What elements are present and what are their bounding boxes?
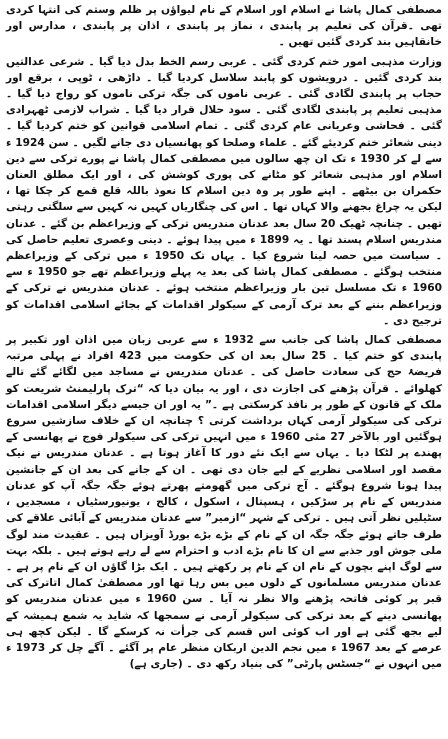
article-paragraph-3: مصطفی کمال پاشا کی جانب سے 1932 ء سے عربی زبان میں اذان اور تکبیر پر پابندی کو ختم کیا ۔ 25 سال بعد ان کی حکومت میں 423 افراد نے پہلی مرتبہ فریضۂ حج کی سعادت حاصل کی ۔ عدنان مندریس نے مساجد میں لگائے گئے تالے کھلوائے ۔ قرآن پڑھنے کی اجازت دی ، اور یہ بیان دیا کہ “ترک پارلیمنٹ شریعت کو ملک کے قانون کے طور پر نافذ کرسکتی ہے ۔” یہ اور ان جیسے دیگر اسلامی اقدامات ترکی کی سیکولر آرمی کہاں برداشت کرتی ؟ چنانچہ ان کے خلاف سازشیں سروع ہوگئیں اور بالآخر 27 مئی 1960 ء میں انہیں ترکی کی سیکولر فوج نے پھانسی کے پھندے پر لٹکا دیا ۔ یہاں سے ایک نئے دور کا آغاز ہوتا ہے ۔ عدنان مندریس نے نیک مقصد اور اسلامی نظریے کے لیے جان دی تھی ۔ ان کے جانے کی بعد ان کے جانشین پیدا ہونا شروع ہوگئے ۔ آج ترکی میں گھومتے پھرتے ہوئے جگہ جگہ آپ کو عدنان مندریس کے نام پر سڑکیں ، ہسپتال ، اسکول ، کالج ، یونیورسٹیاں ، مسجدیں ، سٹیلیں نظر آتی ہیں ۔ ترکی کے شہر “ازمیر” سے عدنان مندریس کے آبائی علاقے کی طرف جاتے ہوئے جگہ جگہ ان کے نام کے بڑے بڑے بورڈ آویزاں ہیں ۔ عقیدت مند لوگ ملی جوش اور جذبے سے ان کا نام بڑے ادب و احترام سے لے رہے ہوتے ہیں ۔ بلکہ بہت سے لوگ اپنے بچوں کے نام ان کے نام پر رکھتے ہیں ۔ ایک بڑا گاؤں ان کے نام پر ہے ۔ عدنان مندریس مسلمانوں کے دلوں میں بس رہا تھا اور مصطفیٰ کمال اتاترک کی قبر پر کوئی فاتحہ پڑھنے والا نظر نہ آیا ۔ سن 1960 ء میں عدنان مندریس کو پھانسی دینے کے بعد ترکی کی سیکولر آرمی نے سمجھا کہ شاید یہ شمع ہمیشہ کے لیے بجھ گئی ہے اور اب کوئی اس قسم کی جرأت نہ کرسکے گا ۔ لیکن کچھ ہی عرصے کے بعد 1967 ء میں نجم الدین اربکان منظر عام پر آگئے ۔ آگے چل کر 1973 ء میں انہوں نے “جسٹس پارٹی” کی بنیاد رکھ دی ۔ (جاری ہے) [6, 334, 443, 671]
article-paragraph-2: وزارت مذہبی امور ختم کردی گئی ۔ عربی رسم الخط بدل دیا گیا ۔ شرعی عدالتیں بند کردی گئیں ۔ درویشوں کو پابند سلاسل کردیا گیا ۔ داڑھی ، ٹوپی ، برقع اور حجاب پر پابندی لگادی گئی ۔ عربی ناموں کی جگہ ترکی ناموں کو رواج دیا گیا ۔ مذہبی تعلیم پر پابندی لگادی گئی ۔ سود حلال قرار دیا گیا ۔ شراب لازمی ٹھہرادی گئی ۔ فحاشی وعریانی عام کردی گئی ۔ تمام اسلامی قوانین کو ختم کردیا گیا ۔ دینی شعائر ختم کردیئے گئے ۔ علماء وصلحا کو پھانسیاں دی جانے لگیں ۔ سن 1924 ء سے لے کر 1930 ء تک ان چھ سالوں میں مصطفی کمال پاشا نے پورے ترکی سے دین اسلام اور مذہبی شعائر کو مٹانے کی پوری کوشش کی ، اور ایک مطلق العنان حکمران بن بیٹھے ۔ اپنے طور پر وہ دین اسلام کا نعوذ باللہ قلع قمع کر چکا تھا ، لیکن یہ چراغ بجھنے والا کہاں تھا ۔ اس کی چنگاریاں کہیں نہ کہیں سے سلگتی رہتی تھیں ۔ چنانچہ ٹھیک 20 سال بعد عدنان مندریس ترکی کے وزیراعظم بن گئے ۔ عدنان مندریس اسلام پسند تھا ۔ یہ 1899 ء میں پیدا ہوئے ۔ دینی وعصری تعلیم حاصل کی ۔ سیاست میں حصہ لینا شروع کیا ۔ یہاں تک 1950 ء میں ترکی کے وزیراعظم منتخب ہوگئے ۔ مصطفی کمال پاشا کی بعد یہ پہلے وزیراعظم تھے جو 1950 ء سے 1960 ء تک مسلسل تین بار وزیراعظم منتخب ہوئے ۔ عدنان مندریس نے ترکی کے وزیراعظم بننے کے بعد ترک آرمی کے سیکولر اقدامات کے بجائے اسلامی اقدامات کو ترجیح دی ۔ [6, 55, 443, 327]
article-paragraph-1: مصطفی کمال پاشا نے اسلام اور اسلام کے نام لیواؤں پر ظلم وستم کی انتہا کردی تھی ۔قرآن کی تعلیم پر پابندی ، نماز پر پابندی ، اذان پر پابندی ، مدارس اور خانقاہیں بند کردی گئیں تھیں ۔ [6, 4, 442, 49]
